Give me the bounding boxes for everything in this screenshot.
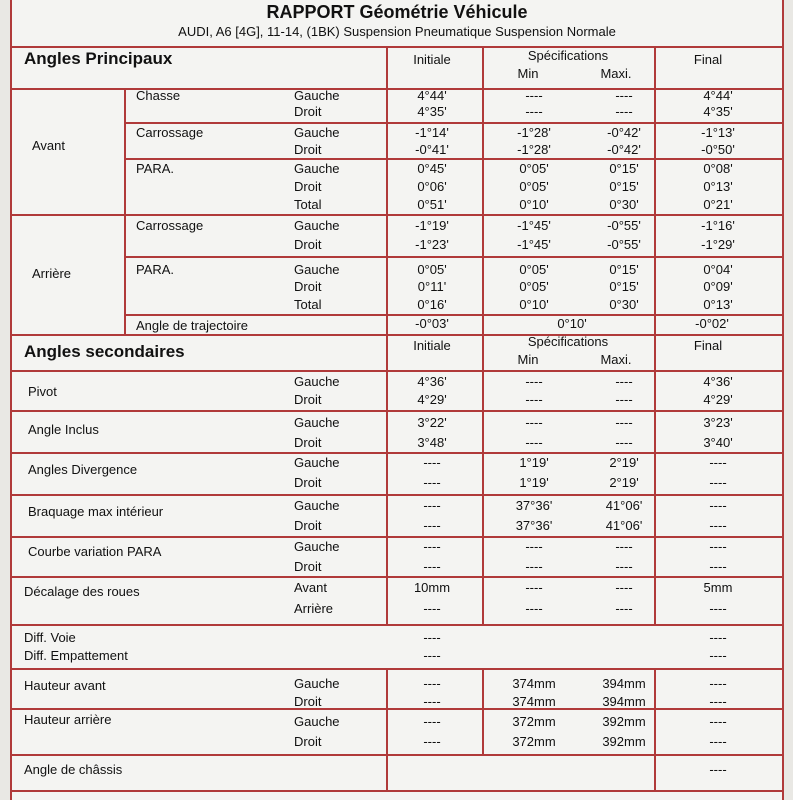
cell-f: ----: [709, 559, 727, 574]
cell-min: 0°05': [519, 279, 549, 294]
cell-max: -0°55': [607, 218, 641, 233]
column-divider: [654, 46, 656, 624]
header-min-2: Min: [517, 352, 539, 367]
rule: [124, 122, 782, 124]
cell-max: 394mm: [602, 694, 646, 709]
cell-i: 0°45': [417, 161, 447, 176]
label-braquage: Braquage max intérieur: [28, 504, 164, 519]
side-label: Total: [294, 297, 322, 312]
cell-i: -1°14': [415, 125, 449, 140]
cell-i: ----: [423, 518, 441, 533]
cell-f: ----: [709, 630, 727, 645]
cell-i: ----: [423, 475, 441, 490]
trajectoire-spec: 0°10': [557, 316, 587, 331]
rule: [12, 790, 782, 792]
rule: [12, 624, 782, 626]
cell-i: ----: [423, 734, 441, 749]
cell-min: 37°36': [515, 518, 553, 533]
rule: [12, 370, 782, 372]
rule: [12, 536, 782, 538]
cell-max: 41°06': [605, 498, 643, 513]
cell-i: 4°29': [417, 392, 447, 407]
cell-max: -0°55': [607, 237, 641, 252]
side-label: Gauche: [294, 676, 340, 691]
cell-f: 0°09': [703, 279, 733, 294]
cell-min: 0°05': [519, 262, 549, 277]
cell-f: 0°13': [703, 297, 733, 312]
label-hauteur-avant: Hauteur avant: [24, 678, 106, 693]
cell-f: -0°50': [701, 142, 735, 157]
cell-i: ----: [423, 601, 441, 616]
cell-f: ----: [709, 518, 727, 533]
cell-max: ----: [615, 435, 633, 450]
cell-min: ----: [525, 559, 543, 574]
cell-i: 0°06': [417, 179, 447, 194]
rule: [124, 314, 782, 316]
side-label: Droit: [294, 279, 322, 294]
section-title-principal: Angles Principaux: [24, 49, 173, 68]
cell-min: 0°05': [519, 179, 549, 194]
side-label: Avant: [294, 580, 328, 595]
rule: [12, 88, 782, 90]
cell-f: 0°08': [703, 161, 733, 176]
side-label: Droit: [294, 237, 322, 252]
cell-max: ----: [615, 539, 633, 554]
side-label: Gauche: [294, 88, 340, 103]
rule: [12, 334, 782, 336]
cell-f: 0°21': [703, 197, 733, 212]
group-label-front: Avant: [32, 138, 66, 153]
cell-min: ----: [525, 415, 543, 430]
cell-f: ----: [709, 475, 727, 490]
side-label: Total: [294, 197, 322, 212]
rule: [12, 410, 782, 412]
cell-f: ----: [709, 734, 727, 749]
cell-f: 5mm: [703, 580, 733, 595]
side-label: Droit: [294, 559, 322, 574]
cell-min: ----: [525, 580, 543, 595]
side-label: Droit: [294, 734, 322, 749]
label-para-front: PARA.: [136, 161, 175, 176]
cell-min: 37°36': [515, 498, 553, 513]
cell-max: 394mm: [602, 676, 646, 691]
cell-f: 3°40': [703, 435, 733, 450]
cell-min: -1°28': [517, 142, 551, 157]
cell-i: 4°36': [417, 374, 447, 389]
rule: [12, 452, 782, 454]
cell-max: ----: [615, 415, 633, 430]
cell-min: 374mm: [512, 694, 556, 709]
cell-f: ----: [709, 676, 727, 691]
side-label: Arrière: [294, 601, 334, 616]
cell-f: 3°23': [703, 415, 733, 430]
side-label: Gauche: [294, 498, 340, 513]
cell-min: 372mm: [512, 714, 556, 729]
trajectoire-initiale: -0°03': [415, 316, 449, 331]
label-decalage-roues: Décalage des roues: [24, 584, 140, 599]
column-divider: [386, 46, 388, 624]
cell-f: -1°29': [701, 237, 735, 252]
cell-f: ----: [709, 498, 727, 513]
cell-min: 1°19': [519, 475, 549, 490]
cell-min: ----: [525, 601, 543, 616]
label-courbe-para: Courbe variation PARA: [28, 544, 162, 559]
cell-min: ----: [525, 392, 543, 407]
header-max: Maxi.: [600, 66, 632, 81]
cell-i: 4°44': [417, 88, 447, 103]
side-label: Droit: [294, 392, 322, 407]
side-label: Droit: [294, 694, 322, 709]
cell-f: 4°44': [703, 88, 733, 103]
cell-max: ----: [615, 374, 633, 389]
cell-i: ----: [423, 714, 441, 729]
label-pivot: Pivot: [28, 384, 57, 399]
label-para-rear: PARA.: [136, 262, 175, 277]
cell-i: -1°19': [415, 218, 449, 233]
label-carrossage-rear: Carrossage: [136, 218, 204, 233]
label-angle-chassis: Angle de châssis: [24, 762, 123, 777]
cell-i: ----: [423, 694, 441, 709]
cell-min: ----: [525, 374, 543, 389]
header-max-2: Maxi.: [600, 352, 632, 367]
cell-min: ----: [525, 104, 543, 119]
cell-i: 0°05': [417, 262, 447, 277]
cell-max: 2°19': [609, 455, 639, 470]
label-angle-trajectoire: Angle de trajectoire: [136, 318, 249, 333]
cell-f: ----: [709, 455, 727, 470]
cell-i: ----: [423, 676, 441, 691]
cell-f: -1°16': [701, 218, 735, 233]
label-angle-inclus: Angle Inclus: [28, 422, 99, 437]
side-label: Gauche: [294, 714, 340, 729]
column-divider: [482, 46, 484, 624]
cell-max: 0°15': [609, 179, 639, 194]
label-hauteur-arriere: Hauteur arrière: [24, 712, 112, 727]
group-label-rear: Arrière: [32, 266, 72, 281]
cell-i: ----: [423, 630, 441, 645]
side-label: Gauche: [294, 374, 340, 389]
cell-max: -0°42': [607, 142, 641, 157]
cell-min: 0°10': [519, 197, 549, 212]
rule: [12, 668, 782, 670]
cell-f: ----: [709, 714, 727, 729]
cell-min: 374mm: [512, 676, 556, 691]
side-label: Droit: [294, 475, 322, 490]
cell-f: 0°04': [703, 262, 733, 277]
cell-max: ----: [615, 392, 633, 407]
cell-f: ----: [709, 539, 727, 554]
cell-f: 4°29': [703, 392, 733, 407]
trajectoire-final: -0°02': [695, 316, 729, 331]
header-final-2: Final: [693, 338, 723, 353]
cell-min: -1°45': [517, 218, 551, 233]
header-final: Final: [693, 52, 723, 67]
side-label: Droit: [294, 518, 322, 533]
cell-f: ----: [709, 762, 727, 777]
rule: [124, 256, 782, 258]
cell-min: ----: [525, 539, 543, 554]
column-divider: [482, 668, 484, 754]
column-divider: [124, 88, 126, 334]
cell-i: ----: [423, 539, 441, 554]
label-carrossage-front: Carrossage: [136, 125, 204, 140]
cell-f: 4°35': [703, 104, 733, 119]
cell-i: 3°22': [417, 415, 447, 430]
column-divider: [654, 668, 656, 790]
cell-i: 0°51': [417, 197, 447, 212]
rule: [12, 754, 782, 756]
vehicle-subtitle: AUDI, A6 [4G], 11-14, (1BK) Suspension Pneumatique Suspension Normale: [178, 24, 616, 39]
column-divider: [386, 668, 388, 790]
side-label: Gauche: [294, 455, 340, 470]
cell-f: -1°13': [701, 125, 735, 140]
cell-max: -0°42': [607, 125, 641, 140]
cell-max: ----: [615, 559, 633, 574]
cell-max: 0°15': [609, 161, 639, 176]
side-label: Droit: [294, 104, 322, 119]
cell-max: 0°30': [609, 297, 639, 312]
cell-max: ----: [615, 580, 633, 595]
side-label: Gauche: [294, 539, 340, 554]
cell-max: 0°15': [609, 279, 639, 294]
side-label: Droit: [294, 179, 322, 194]
cell-max: 0°15': [609, 262, 639, 277]
cell-min: ----: [525, 88, 543, 103]
rule: [12, 214, 782, 216]
cell-f: ----: [709, 648, 727, 663]
cell-i: ----: [423, 455, 441, 470]
side-label: Gauche: [294, 161, 340, 176]
side-label: Gauche: [294, 125, 340, 140]
cell-f: ----: [709, 601, 727, 616]
cell-max: ----: [615, 104, 633, 119]
rule: [124, 158, 782, 160]
cell-i: -0°41': [415, 142, 449, 157]
cell-i: 0°16': [417, 297, 447, 312]
side-label: Droit: [294, 142, 322, 157]
report-title: RAPPORT Géométrie Véhicule: [266, 2, 528, 22]
cell-f: 4°36': [703, 374, 733, 389]
cell-min: ----: [525, 435, 543, 450]
cell-f: ----: [709, 694, 727, 709]
cell-i: ----: [423, 559, 441, 574]
cell-min: 372mm: [512, 734, 556, 749]
cell-min: 0°10': [519, 297, 549, 312]
rule: [12, 576, 782, 578]
cell-min: 0°05': [519, 161, 549, 176]
label-chasse: Chasse: [136, 88, 181, 103]
header-specifications-2: Spécifications: [527, 334, 609, 349]
cell-min: -1°45': [517, 237, 551, 252]
cell-max: 2°19': [609, 475, 639, 490]
cell-i: 10mm: [413, 580, 451, 595]
report-sheet: [10, 0, 784, 800]
side-label: Droit: [294, 435, 322, 450]
cell-max: ----: [615, 88, 633, 103]
cell-min: 1°19': [519, 455, 549, 470]
rule: [12, 708, 782, 710]
cell-max: 392mm: [602, 714, 646, 729]
cell-i: 3°48': [417, 435, 447, 450]
cell-i: ----: [423, 498, 441, 513]
header-min: Min: [517, 66, 539, 81]
label-diff-empattement: Diff. Empattement: [24, 648, 128, 663]
side-label: Gauche: [294, 218, 340, 233]
rule: [12, 494, 782, 496]
cell-max: 41°06': [605, 518, 643, 533]
cell-f: 0°13': [703, 179, 733, 194]
side-label: Gauche: [294, 415, 340, 430]
cell-i: ----: [423, 648, 441, 663]
header-initiale-2: Initiale: [413, 338, 451, 353]
header-initiale: Initiale: [413, 52, 451, 67]
cell-i: 0°11': [417, 279, 447, 294]
label-diff-voie: Diff. Voie: [24, 630, 76, 645]
cell-max: ----: [615, 601, 633, 616]
rule: [12, 46, 782, 48]
cell-min: -1°28': [517, 125, 551, 140]
side-label: Gauche: [294, 262, 340, 277]
cell-i: 4°35': [417, 104, 447, 119]
cell-max: 392mm: [602, 734, 646, 749]
header-specifications: Spécifications: [527, 48, 609, 63]
section-title-secondary: Angles secondaires: [24, 342, 185, 361]
cell-max: 0°30': [609, 197, 639, 212]
cell-i: -1°23': [415, 237, 449, 252]
label-angles-divergence: Angles Divergence: [28, 462, 138, 477]
